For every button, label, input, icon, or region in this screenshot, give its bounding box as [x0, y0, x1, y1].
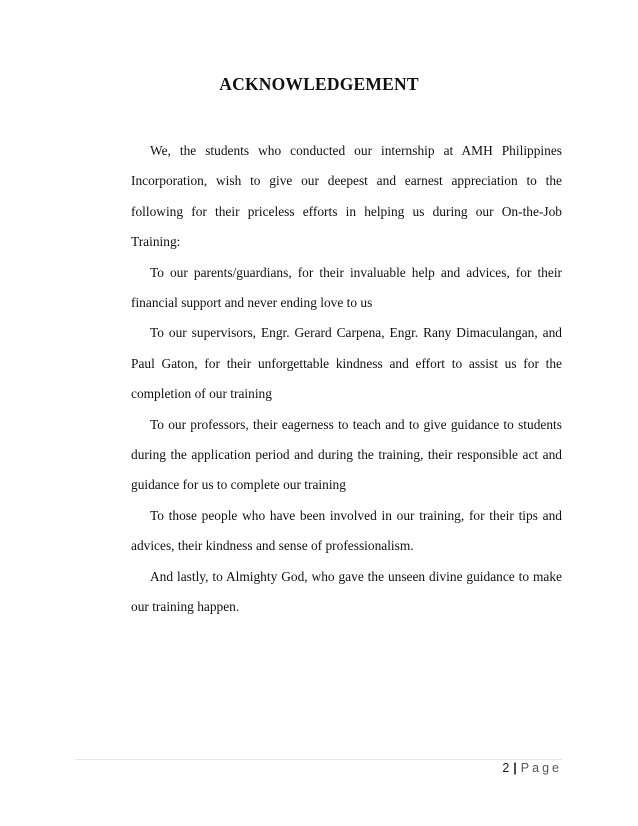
page-footer [502, 761, 562, 775]
paragraph-professors: To our professors, their eagerness to teach and to give guidance to students during the application period and during the training, their responsible act and guidance for us to complete our training [131, 416, 562, 493]
footer-separator: | [513, 761, 517, 775]
page-number: 2 [502, 761, 510, 775]
paragraph-intro: We, the students who conducted our internship at AMH Philippines Incorporation, wish to give our deepest and earnest appreciation to the following for their priceless efforts in helping us during our On-the-Job Training: [131, 143, 562, 250]
page-title: ACKNOWLEDGEMENT [219, 74, 419, 94]
paragraph-god: And lastly, to Almighty God, who gave the unseen divine guidance to make our training happen. [131, 568, 562, 615]
page-label: Page [520, 761, 562, 775]
acknowledgement-body [131, 136, 562, 623]
paragraph-parents: To our parents/guardians, for their invaluable help and advices, for their financial support and never ending love to us [131, 264, 562, 311]
paragraph-supervisors: To our supervisors, Engr. Gerard Carpena, Engr. Rany Dimaculangan, and Paul Gaton, for their unforgettable kindness and effort to assist us for the completion of our training [131, 325, 562, 402]
footer-divider [75, 759, 562, 760]
paragraph-people: To those people who have been involved in our training, for their tips and advices, their kindness and sense of professionalism. [131, 507, 562, 554]
